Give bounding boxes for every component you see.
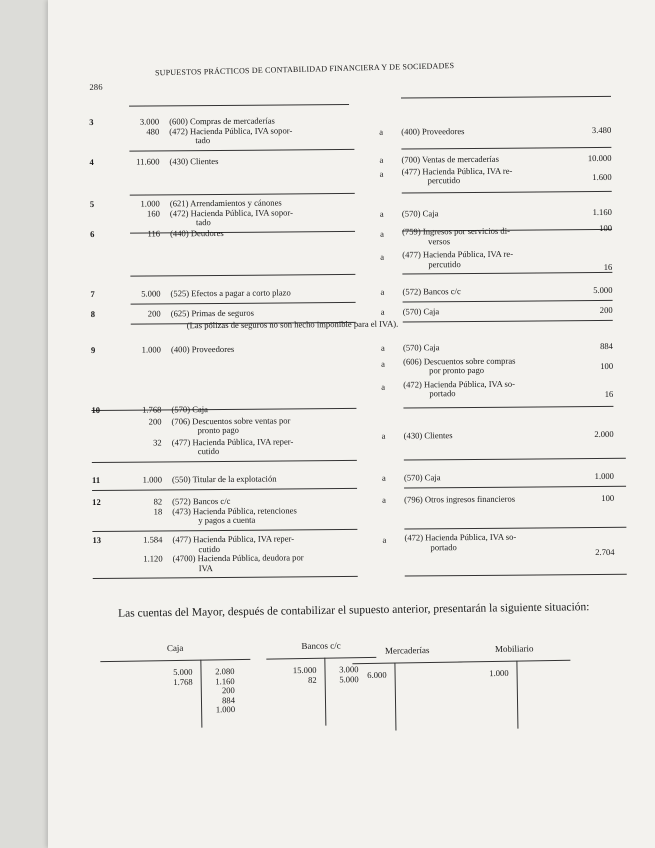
- t-account-credit-value: 3.000: [339, 664, 359, 675]
- t-account-name: Bancos c/c: [301, 640, 341, 652]
- t-account-credit-column: [204, 667, 235, 715]
- credit-account-continued: versos: [428, 235, 451, 246]
- entry-number: 5: [89, 198, 95, 209]
- entry-note: (Las pólizas de seguros no son hecho imponible para el IVA).: [186, 318, 399, 330]
- t-account-name: Mobiliario: [494, 643, 534, 654]
- credit-account: (570) Caja: [403, 472, 441, 483]
- page-number: 286: [89, 81, 103, 92]
- t-account-debit-value: 5.000: [173, 666, 193, 678]
- credit-a-marker: a: [381, 472, 386, 483]
- page-header: [89, 57, 629, 92]
- journal-entry: [89, 114, 624, 146]
- separator-line: [402, 272, 612, 275]
- credit-amount: 10.000: [587, 152, 612, 164]
- credit-a-marker: a: [379, 154, 384, 165]
- debit-account: (621) Arrendamientos y cánones: [169, 197, 282, 209]
- entry-number: 10: [91, 404, 101, 415]
- journal-entry: [90, 304, 626, 330]
- debit-account-continued: pronto pago: [197, 425, 239, 436]
- separator-line: [401, 147, 611, 150]
- separator-line: [130, 274, 355, 277]
- credit-account: (570) Caja: [401, 208, 439, 219]
- t-account-rule: [458, 660, 570, 663]
- debit-account-continued: IVA: [198, 562, 213, 573]
- credit-amount: 1.000: [594, 470, 615, 482]
- t-account-debit-column: [100, 668, 192, 689]
- credit-account: (472) Hacienda Pública, IVA so-: [403, 378, 516, 390]
- debit-account: (472) Hacienda Pública, IVA sopor-: [169, 124, 293, 136]
- t-account-credit-value: 200: [221, 685, 235, 696]
- debit-account: (625) Primas de seguros: [170, 307, 255, 319]
- credit-account: (477) Hacienda Pública, IVA re-: [401, 165, 513, 177]
- running-title: SUPUESTOS PRÁCTICOS DE CONTABILIDAD FINANCIERA Y DE SOCIEDADES: [154, 61, 455, 78]
- t-account-debit-value: 1.000: [489, 667, 509, 679]
- credit-account: (606) Descuentos sobre compras: [403, 355, 516, 367]
- debit-amount: 82: [153, 496, 163, 507]
- credit-account: (472) Hacienda Pública, IVA so-: [404, 531, 517, 543]
- separator-line: [129, 149, 354, 152]
- t-account-name: Mercaderías: [384, 645, 430, 656]
- journal-entry: [91, 402, 626, 457]
- separator-line: [405, 574, 627, 577]
- debit-amount: 1.584: [143, 534, 163, 545]
- debit-amount: 3.000: [139, 116, 160, 127]
- entry-number: 12: [92, 496, 101, 507]
- separator-line: [403, 406, 613, 409]
- debit-account: (440) Deudores: [170, 227, 224, 239]
- entry-number: 3: [89, 116, 94, 127]
- t-account-debit-value: 1.768: [173, 676, 193, 687]
- credit-a-marker: a: [379, 168, 384, 179]
- debit-amount: 1.000: [141, 344, 162, 355]
- t-account: [458, 638, 572, 750]
- debit-account: (572) Bancos c/c: [172, 495, 231, 507]
- credit-account: (400) Proveedores: [401, 126, 465, 137]
- credit-a-marker: a: [381, 381, 386, 392]
- debit-account: (525) Efectos a pagar a corto plazo: [170, 287, 291, 299]
- credit-a-marker: a: [380, 306, 385, 317]
- t-account-credit-value: 5.000: [339, 673, 359, 685]
- debit-account: (600) Compras de mercaderías: [169, 115, 275, 127]
- separator-line: [92, 488, 357, 491]
- entry-number: 7: [90, 288, 95, 299]
- separator-line: [404, 458, 626, 461]
- credit-account: (759) Ingresos por servicios di-: [402, 225, 510, 237]
- credit-a-marker: a: [381, 358, 385, 369]
- debit-account-continued: cutido: [198, 543, 221, 554]
- t-account-debit-column: [353, 671, 387, 681]
- journal-entry: [89, 152, 624, 186]
- credit-amount: 3.480: [591, 124, 612, 136]
- debit-amount: 5.000: [141, 288, 161, 299]
- t-account-credit-value: 884: [221, 694, 236, 706]
- credit-a-marker: a: [380, 251, 385, 262]
- separator-line: [93, 576, 358, 579]
- credit-amount: 100: [599, 222, 613, 233]
- separator-line: [404, 485, 626, 488]
- credit-amount: 2.704: [595, 546, 615, 557]
- credit-a-marker: a: [379, 126, 384, 137]
- separator-line: [403, 319, 613, 322]
- t-account-debit-value: 15.000: [292, 664, 317, 676]
- credit-a-marker: a: [380, 228, 384, 239]
- credit-account: (570) Caja: [402, 342, 440, 353]
- book-page: [48, 0, 655, 848]
- credit-a-marker: a: [380, 286, 385, 297]
- credit-account: (570) Caja: [402, 306, 440, 317]
- credit-amount: 5.000: [593, 284, 613, 296]
- credit-account: (700) Ventas de mercaderías: [401, 153, 499, 165]
- debit-account: (477) Hacienda Pública, IVA reper-: [171, 436, 294, 448]
- separator-line: [92, 460, 357, 463]
- debit-account: (570) Caja: [171, 404, 208, 415]
- debit-amount: 480: [146, 126, 160, 137]
- debit-account: (4700) Hacienda Pública, deudora por: [172, 552, 304, 564]
- t-account-debit-column: [266, 666, 316, 686]
- debit-amount: 1.768: [142, 404, 162, 415]
- credit-a-marker: a: [379, 208, 384, 219]
- t-account-credit-value: 2.080: [215, 666, 235, 677]
- credit-amount: 100: [600, 360, 614, 371]
- separator-line: [130, 193, 355, 196]
- entry-number: 9: [90, 344, 96, 355]
- t-account-debit-value: 82: [307, 674, 317, 685]
- debit-account: (706) Descuentos sobre ventas por: [171, 415, 291, 426]
- debit-amount: 1.000: [140, 198, 160, 209]
- separator-line: [401, 96, 611, 99]
- entry-number: 8: [90, 308, 96, 319]
- ledger-t-accounts: [48, 630, 655, 760]
- t-account: [352, 639, 464, 751]
- debit-account: (473) Hacienda Pública, retenciones: [172, 504, 297, 516]
- separator-line: [92, 529, 357, 532]
- debit-amount: 200: [147, 308, 161, 319]
- debit-account: (472) Hacienda Pública, IVA sopor-: [169, 206, 293, 218]
- debit-amount: 1.120: [143, 553, 163, 564]
- credit-amount: 16: [604, 389, 614, 400]
- journal-entry: [92, 531, 627, 573]
- debit-amount: 11.600: [136, 156, 160, 167]
- debit-account-continued: cutido: [197, 446, 220, 457]
- debit-account-continued: tado: [195, 217, 211, 228]
- t-account-divider: [394, 663, 396, 731]
- journal-entry: [90, 284, 625, 299]
- credit-amount: 16: [603, 261, 613, 272]
- credit-account: (430) Clientes: [403, 430, 453, 441]
- debit-account: (430) Clientes: [169, 155, 219, 167]
- debit-amount: 116: [147, 228, 161, 239]
- credit-account-continued: portado: [429, 388, 456, 399]
- journal-entry: [91, 470, 627, 485]
- credit-account-continued: portado: [430, 541, 457, 552]
- credit-a-marker: a: [382, 494, 387, 505]
- credit-a-marker: a: [380, 342, 385, 353]
- credit-amount: 200: [599, 304, 613, 315]
- credit-account-continued: por pronto pago: [429, 365, 485, 376]
- separator-line: [130, 231, 355, 234]
- journal-entries: [89, 96, 624, 573]
- debit-account: (400) Proveedores: [170, 343, 235, 355]
- credit-account: (572) Bancos c/c: [402, 286, 461, 297]
- t-account-rule: [100, 659, 250, 662]
- t-account-credit-value: 1.160: [215, 675, 235, 686]
- credit-account-continued: percutido: [427, 175, 461, 186]
- closing-paragraph: Las cuentas del Mayor, después de contabilizar el supuesto anterior, presentarán la siguiente situación:: [117, 601, 590, 620]
- t-account: [100, 637, 252, 749]
- separator-line: [129, 104, 349, 107]
- debit-amount: 160: [146, 208, 160, 219]
- credit-amount: 2.000: [594, 428, 614, 440]
- credit-account-continued: percutido: [428, 258, 461, 270]
- entry-number: 6: [90, 228, 95, 239]
- debit-amount: 32: [153, 437, 162, 448]
- journal-entry: [89, 196, 625, 228]
- credit-a-marker: a: [382, 534, 387, 545]
- entry-number: 13: [92, 534, 102, 545]
- debit-amount: 18: [153, 506, 163, 517]
- t-account-divider: [516, 661, 518, 729]
- t-account-rule: [352, 661, 462, 664]
- credit-amount: 884: [600, 340, 613, 351]
- separator-line: [402, 191, 612, 194]
- t-account-debit-value: 6.000: [367, 669, 387, 680]
- t-account-divider: [324, 658, 326, 726]
- entry-number: 4: [89, 156, 94, 167]
- credit-amount: 1.600: [592, 172, 612, 183]
- t-account-credit-value: 1.000: [215, 704, 236, 715]
- separator-line: [403, 299, 613, 302]
- entry-number: 11: [91, 474, 101, 485]
- separator-line: [404, 527, 626, 530]
- credit-amount: 1.160: [592, 206, 612, 218]
- separator-line: [131, 302, 356, 305]
- debit-amount: 200: [148, 416, 162, 427]
- debit-account-continued: y pagos a cuenta: [198, 514, 256, 526]
- t-account-debit-column: [459, 669, 509, 679]
- credit-account: (796) Otros ingresos financieros: [404, 493, 516, 505]
- credit-amount: 100: [601, 492, 615, 503]
- debit-account: (477) Hacienda Pública, IVA reper-: [172, 533, 295, 545]
- credit-account: (477) Hacienda Pública, IVA re-: [402, 248, 514, 260]
- debit-amount: 1.000: [142, 474, 163, 485]
- journal-entry: [92, 492, 627, 526]
- credit-a-marker: a: [381, 430, 386, 441]
- debit-account: (550) Titular de la explotación: [171, 473, 277, 485]
- debit-account-continued: tado: [195, 135, 211, 146]
- t-account-name: Caja: [166, 642, 184, 654]
- t-account-divider: [200, 660, 202, 728]
- journal-entry: [90, 340, 626, 400]
